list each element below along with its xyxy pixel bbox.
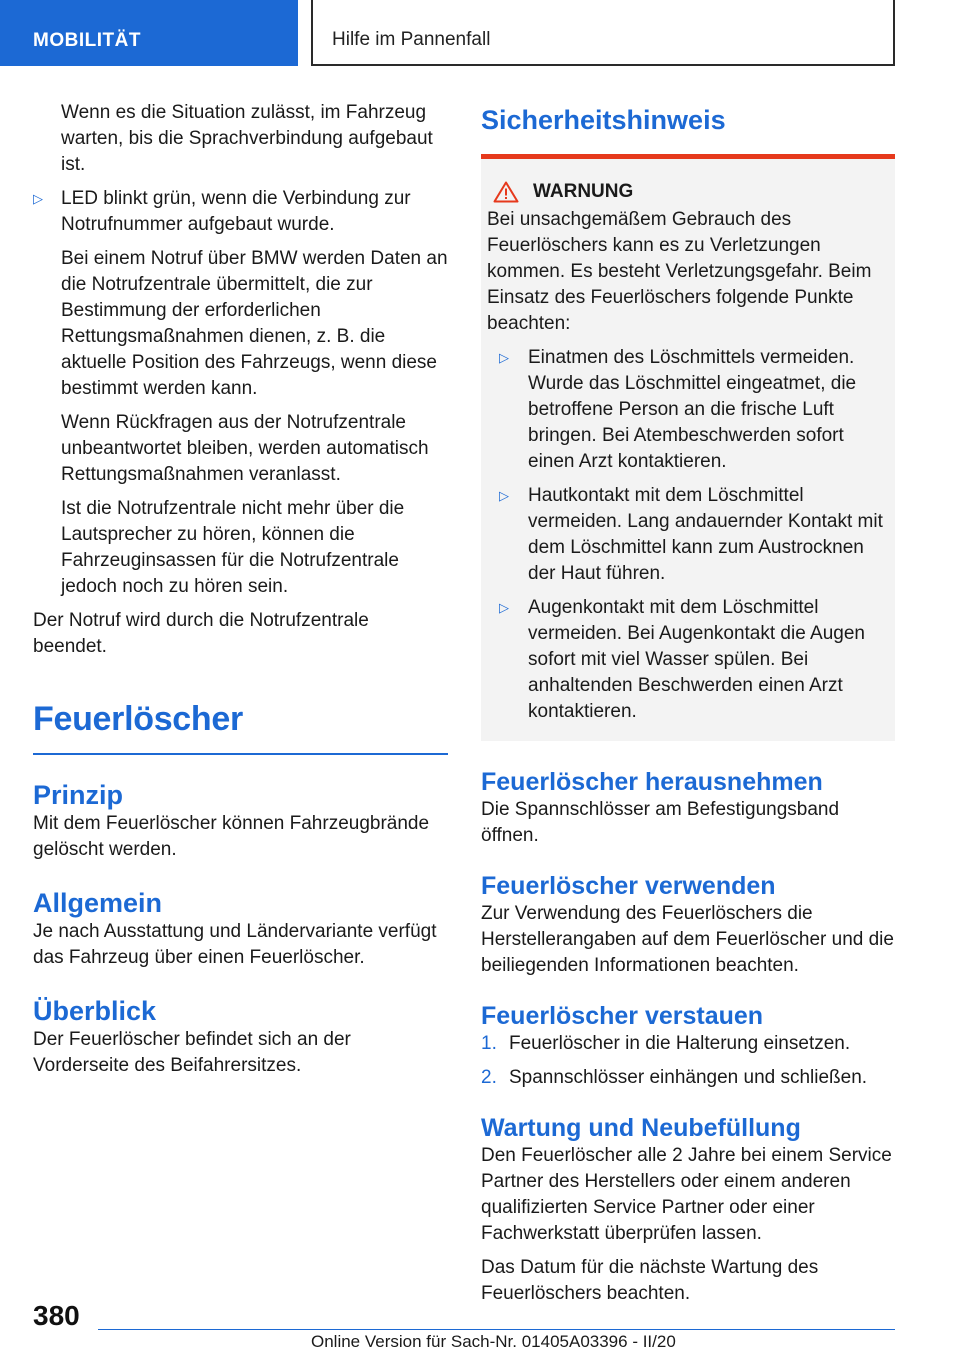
- section-heading-ueberblick: Überblick: [33, 995, 157, 1026]
- section-heading-allgemein: Allgemein: [33, 887, 163, 918]
- page-number: 380: [33, 1300, 80, 1331]
- section-label: MOBILITÄT: [33, 30, 141, 51]
- triangle-right-icon: ▷: [33, 191, 43, 206]
- triangle-right-icon: ▷: [499, 350, 509, 365]
- paragraph: Je nach Ausstattung und Ländervariante verfügt das Fahrzeug über einen Feuerlöscher.: [33, 920, 437, 968]
- triangle-right-icon: ▷: [499, 600, 509, 615]
- list-item: ▷ Augenkontakt mit dem Löschmittel vermeiden. Bei Augenkontakt die Augen sofort mit viel Wasser spülen. Bei anhaltenden Beschwerden einen Arzt kontaktieren.: [487, 595, 885, 725]
- step-number: 2.: [481, 1067, 497, 1088]
- section-heading-herausnehmen: Feuerlöscher herausnehmen: [481, 768, 823, 796]
- section-heading-verwenden: Feuerlöscher verwenden: [481, 872, 776, 900]
- footer-divider: [98, 1329, 895, 1330]
- list-item: ▷ Hautkontakt mit dem Löschmittel vermeiden. Lang andauernder Kontakt mit dem Löschmittel kann zum Austrocknen der Haut führen.: [487, 483, 885, 587]
- paragraph: Der Feuerlöscher befindet sich an der Vorderseite des Beifahrersitzes.: [33, 1028, 351, 1076]
- section-heading-verstauen: Feuerlöscher verstauen: [481, 1002, 764, 1030]
- paragraph: Ist die Notrufzentrale nicht mehr über die Lautsprecher zu hören, können die Fahrzeuginsassen für die Notrufzentrale jedoch noch zu hören sein.: [61, 498, 405, 597]
- warning-header: [487, 181, 885, 203]
- chapter-heading: Feuerlöscher: [33, 700, 243, 738]
- list-item: ▷ Einatmen des Löschmittels vermeiden. Wurde das Löschmittel eingeatmet, die betroffene Person an die frische Luft bringen. Bei Atembeschwerden sofort einen Arzt kontaktieren.: [487, 345, 885, 475]
- left-column: [33, 100, 448, 1079]
- section-tab[interactable]: [0, 0, 298, 66]
- footer-text: Online Version für Sach-Nr. 01405A03396 - II/20: [311, 1332, 676, 1351]
- section-heading-sicherheit: Sicherheitshinweis: [481, 105, 726, 135]
- chapter-title-text: Hilfe im Pannenfall: [332, 29, 491, 50]
- step-number: 1.: [481, 1033, 497, 1054]
- paragraph: Bei einem Notruf über BMW werden Daten an die Notrufzentrale übermittelt, die zur Bestimmung der erforderlichen Rettungsmaßnahmen dienen, z. B. die aktuelle Position des Fahrzeugs, wenn diese bestimmt werden kann.: [61, 248, 448, 399]
- paragraph: Der Notruf wird durch die Notrufzentrale beendet.: [33, 610, 369, 657]
- warning-triangle-icon: [493, 181, 519, 203]
- list-item: ▷ LED blinkt grün, wenn die Verbindung zur Notrufnummer aufgebaut wurde.: [33, 186, 448, 238]
- intro-paragraph: Wenn es die Situation zulässt, im Fahrzeug warten, bis die Sprachverbindung aufgebaut ist.: [61, 102, 433, 175]
- paragraph: Wenn Rückfragen aus der Notrufzentrale unbeantwortet bleiben, werden automatisch Rettungsmaßnahmen veranlasst.: [61, 412, 429, 485]
- paragraph: Das Datum für die nächste Wartung des Feuerlöschers beachten.: [481, 1257, 819, 1304]
- warning-box: [481, 154, 895, 741]
- section-heading-wartung: Wartung und Neubefüllung: [481, 1114, 801, 1142]
- chapter-title: [311, 0, 895, 66]
- warning-label: WARNUNG: [533, 181, 634, 202]
- list-item: 2. Spannschlösser einhängen und schließen.: [481, 1065, 895, 1091]
- warning-text: Bei unsachgemäßem Gebrauch des Feuerlöschers kann es zu Verletzungen kommen. Es besteht Verletzungsgefahr. Beim Einsatz des Feuerlöschers folgende Punkte beachten:: [487, 209, 872, 334]
- section-heading-prinzip: Prinzip: [33, 779, 124, 810]
- right-column: [481, 100, 895, 1307]
- heading-divider: [33, 753, 448, 755]
- triangle-right-icon: ▷: [499, 488, 509, 503]
- list-item: 1. Feuerlöscher in die Halterung einsetzen.: [481, 1031, 895, 1057]
- paragraph: Den Feuerlöscher alle 2 Jahre bei einem Service Partner des Herstellers oder einem anderen qualifizierten Service Partner oder einer Fachwerkstatt überprüfen lassen.: [481, 1145, 892, 1244]
- paragraph: Zur Verwendung des Feuerlöschers die Herstellerangaben auf dem Feuerlöscher und die beiliegenden Informationen beachten.: [481, 903, 894, 976]
- paragraph: Die Spannschlösser am Befestigungsband öffnen.: [481, 799, 840, 846]
- paragraph: Mit dem Feuerlöscher können Fahrzeugbrände gelöscht werden.: [33, 812, 430, 860]
